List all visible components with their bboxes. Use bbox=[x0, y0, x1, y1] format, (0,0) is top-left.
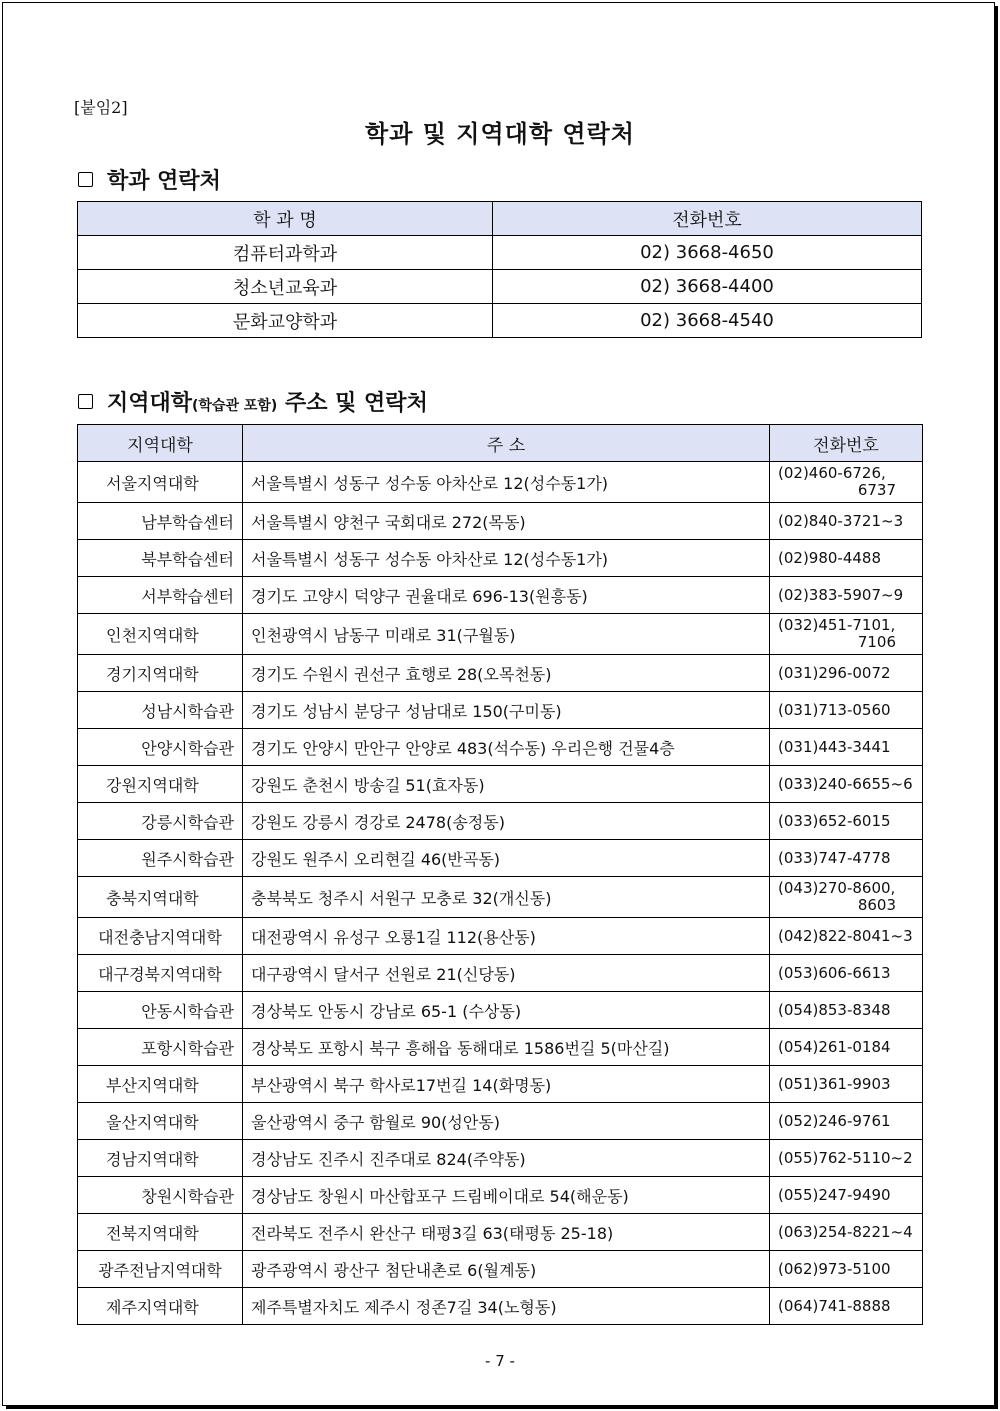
region-address: 경기도 고양시 덕양구 권율대로 696-13(원흥동) bbox=[243, 577, 770, 614]
column-header: 주 소 bbox=[243, 425, 770, 462]
table-row bbox=[78, 304, 922, 338]
table-row bbox=[78, 840, 923, 877]
region-phone bbox=[770, 692, 923, 729]
region-name: 부산지역대학 bbox=[78, 1066, 243, 1103]
region-address: 대전광역시 유성구 오룡1길 112(용산동) bbox=[243, 918, 770, 955]
region-name: 서부학습센터 bbox=[78, 577, 243, 614]
section-heading-a: 지역대학 bbox=[107, 391, 193, 416]
column-header: 전화번호 bbox=[770, 425, 923, 462]
attachment-label: [붙임2] bbox=[74, 98, 128, 117]
phone-number: (02)460-6726, bbox=[778, 464, 886, 482]
region-address: 경기도 성남시 분당구 성남대로 150(구미동) bbox=[243, 692, 770, 729]
region-name: 제주지역대학 bbox=[78, 1288, 243, 1325]
region-address: 강원도 강릉시 경강로 2478(송정동) bbox=[243, 803, 770, 840]
region-name: 포항시학습관 bbox=[78, 1029, 243, 1066]
region-name: 광주전남지역대학 bbox=[78, 1251, 243, 1288]
region-name: 대전충남지역대학 bbox=[78, 918, 243, 955]
table-row bbox=[78, 877, 923, 918]
region-phone bbox=[770, 577, 923, 614]
phone-number: (032)451-7101, bbox=[778, 616, 896, 634]
phone-number: (031)443-3441 bbox=[778, 737, 891, 756]
region-phone bbox=[770, 1029, 923, 1066]
phone-number: (031)296-0072 bbox=[778, 663, 891, 682]
table-row bbox=[78, 540, 923, 577]
region-phone bbox=[770, 992, 923, 1029]
table-row bbox=[78, 918, 923, 955]
region-phone bbox=[770, 614, 923, 655]
region-phone bbox=[770, 840, 923, 877]
region-name: 창원시학습관 bbox=[78, 1177, 243, 1214]
dept-contact-table bbox=[77, 201, 922, 338]
phone-number: (052)246-9761 bbox=[778, 1111, 891, 1130]
section-regional-contacts bbox=[78, 386, 428, 417]
table-row bbox=[78, 1288, 923, 1325]
region-phone bbox=[770, 918, 923, 955]
table-row bbox=[78, 992, 923, 1029]
table-row bbox=[78, 236, 922, 270]
table-row bbox=[78, 955, 923, 992]
phone-number: (033)240-6655~6 bbox=[778, 774, 913, 793]
region-name: 원주시학습관 bbox=[78, 840, 243, 877]
region-address: 전라북도 전주시 완산구 태평3길 63(태평동 25-18) bbox=[243, 1214, 770, 1251]
dept-phone: 02) 3668-4400 bbox=[493, 270, 922, 304]
phone-number-continued: 7106 bbox=[857, 633, 896, 651]
region-address: 대구광역시 달서구 선원로 21(신당동) bbox=[243, 955, 770, 992]
region-address: 충북북도 청주시 서원구 모충로 32(개신동) bbox=[243, 877, 770, 918]
table-row bbox=[78, 1066, 923, 1103]
phone-number: (054)853-8348 bbox=[778, 1000, 891, 1019]
region-phone bbox=[770, 1251, 923, 1288]
phone-number: (031)713-0560 bbox=[778, 700, 891, 719]
page-shadow-right bbox=[995, 6, 998, 1408]
table-row bbox=[78, 1140, 923, 1177]
region-phone bbox=[770, 955, 923, 992]
region-name: 충북지역대학 bbox=[78, 877, 243, 918]
section-dept-contacts bbox=[78, 164, 221, 195]
phone-number: (02)840-3721~3 bbox=[778, 511, 904, 530]
region-address: 서울특별시 성동구 성수동 아차산로 12(성수동1가) bbox=[243, 462, 770, 503]
dept-phone: 02) 3668-4540 bbox=[493, 304, 922, 338]
phone-number: (051)361-9903 bbox=[778, 1074, 891, 1093]
table-row bbox=[78, 503, 923, 540]
region-name: 안동시학습관 bbox=[78, 992, 243, 1029]
region-address: 제주특별자치도 제주시 정존7길 34(노형동) bbox=[243, 1288, 770, 1325]
phone-number-continued: 8603 bbox=[857, 896, 896, 914]
section-heading-b: 주소 및 연락처 bbox=[284, 391, 428, 416]
table-row bbox=[78, 1251, 923, 1288]
phone-number: (02)383-5907~9 bbox=[778, 585, 904, 604]
table-row bbox=[78, 270, 922, 304]
region-name: 북부학습센터 bbox=[78, 540, 243, 577]
region-phone bbox=[770, 1177, 923, 1214]
region-phone bbox=[770, 655, 923, 692]
table-row bbox=[78, 1177, 923, 1214]
region-name: 전북지역대학 bbox=[78, 1214, 243, 1251]
region-address: 인천광역시 남동구 미래로 31(구월동) bbox=[243, 614, 770, 655]
page-number: - 7 - bbox=[485, 1352, 515, 1370]
table-header-row bbox=[78, 202, 922, 236]
page-title: 학과 및 지역대학 연락처 bbox=[365, 120, 635, 148]
region-address: 광주광역시 광산구 첨단내촌로 6(월계동) bbox=[243, 1251, 770, 1288]
region-name: 강릉시학습관 bbox=[78, 803, 243, 840]
region-address: 경상남도 창원시 마산합포구 드림베이대로 54(해운동) bbox=[243, 1177, 770, 1214]
region-name: 남부학습센터 bbox=[78, 503, 243, 540]
region-phone bbox=[770, 1140, 923, 1177]
region-phone bbox=[770, 766, 923, 803]
phone-number: (055)247-9490 bbox=[778, 1185, 891, 1204]
table-row bbox=[78, 1214, 923, 1251]
table-row bbox=[78, 692, 923, 729]
region-phone bbox=[770, 503, 923, 540]
phone-number: (062)973-5100 bbox=[778, 1259, 891, 1278]
checkbox-square-icon bbox=[78, 172, 93, 187]
region-phone bbox=[770, 803, 923, 840]
dept-phone: 02) 3668-4650 bbox=[493, 236, 922, 270]
region-name: 안양시학습관 bbox=[78, 729, 243, 766]
phone-number: (033)747-4778 bbox=[778, 848, 891, 867]
region-address: 경상북도 안동시 강남로 65-1 (수상동) bbox=[243, 992, 770, 1029]
table-row bbox=[78, 1103, 923, 1140]
phone-number: (063)254-8221~4 bbox=[778, 1222, 913, 1241]
dept-name: 컴퓨터과학과 bbox=[78, 236, 493, 270]
dept-name: 문화교양학과 bbox=[78, 304, 493, 338]
phone-number: (053)606-6613 bbox=[778, 963, 891, 982]
region-phone bbox=[770, 877, 923, 918]
region-address: 울산광역시 중구 함월로 90(성안동) bbox=[243, 1103, 770, 1140]
region-name: 서울지역대학 bbox=[78, 462, 243, 503]
phone-number: (054)261-0184 bbox=[778, 1037, 891, 1056]
region-address: 서울특별시 성동구 성수동 아차산로 12(성수동1가) bbox=[243, 540, 770, 577]
region-phone bbox=[770, 462, 923, 503]
table-row bbox=[78, 655, 923, 692]
phone-number: (02)980-4488 bbox=[778, 548, 882, 567]
phone-number: (033)652-6015 bbox=[778, 811, 891, 830]
region-address: 강원도 춘천시 방송길 51(효자동) bbox=[243, 766, 770, 803]
region-address: 경기도 안양시 만안구 안양로 483(석수동) 우리은행 건물4층 bbox=[243, 729, 770, 766]
column-header: 학 과 명 bbox=[78, 202, 493, 236]
table-row bbox=[78, 766, 923, 803]
region-phone bbox=[770, 1066, 923, 1103]
region-phone bbox=[770, 1103, 923, 1140]
region-address: 경기도 수원시 권선구 효행로 28(오목천동) bbox=[243, 655, 770, 692]
region-address: 서울특별시 양천구 국회대로 272(목동) bbox=[243, 503, 770, 540]
column-header: 전화번호 bbox=[493, 202, 922, 236]
region-name: 성남시학습관 bbox=[78, 692, 243, 729]
region-phone bbox=[770, 1288, 923, 1325]
region-name: 대구경북지역대학 bbox=[78, 955, 243, 992]
region-address: 경상남도 진주시 진주대로 824(주약동) bbox=[243, 1140, 770, 1177]
region-name: 울산지역대학 bbox=[78, 1103, 243, 1140]
phone-number: (064)741-8888 bbox=[778, 1296, 891, 1315]
checkbox-square-icon bbox=[78, 394, 93, 409]
phone-number: (042)822-8041~3 bbox=[778, 926, 913, 945]
region-address: 부산광역시 북구 학사로17번길 14(화명동) bbox=[243, 1066, 770, 1103]
table-row bbox=[78, 577, 923, 614]
page-shadow-bottom bbox=[6, 1406, 998, 1409]
table-row bbox=[78, 729, 923, 766]
region-phone bbox=[770, 729, 923, 766]
table-row bbox=[78, 803, 923, 840]
column-header: 지역대학 bbox=[78, 425, 243, 462]
region-phone bbox=[770, 1214, 923, 1251]
phone-number-continued: 6737 bbox=[857, 481, 896, 499]
table-header-row bbox=[78, 425, 923, 462]
region-name: 경기지역대학 bbox=[78, 655, 243, 692]
region-name: 경남지역대학 bbox=[78, 1140, 243, 1177]
section-heading: 학과 연락처 bbox=[107, 169, 221, 194]
section-heading-note: (학습관 포함) bbox=[192, 398, 278, 414]
table-row bbox=[78, 1029, 923, 1066]
phone-number: (043)270-8600, bbox=[778, 879, 896, 897]
phone-number: (055)762-5110~2 bbox=[778, 1148, 913, 1167]
region-phone bbox=[770, 540, 923, 577]
region-name: 강원지역대학 bbox=[78, 766, 243, 803]
region-address: 경상북도 포항시 북구 흥해읍 동해대로 1586번길 5(마산길) bbox=[243, 1029, 770, 1066]
table-row bbox=[78, 462, 923, 503]
regional-contact-table bbox=[77, 424, 923, 1325]
region-name: 인천지역대학 bbox=[78, 614, 243, 655]
region-address: 강원도 원주시 오리현길 46(반곡동) bbox=[243, 840, 770, 877]
dept-name: 청소년교육과 bbox=[78, 270, 493, 304]
table-row bbox=[78, 614, 923, 655]
